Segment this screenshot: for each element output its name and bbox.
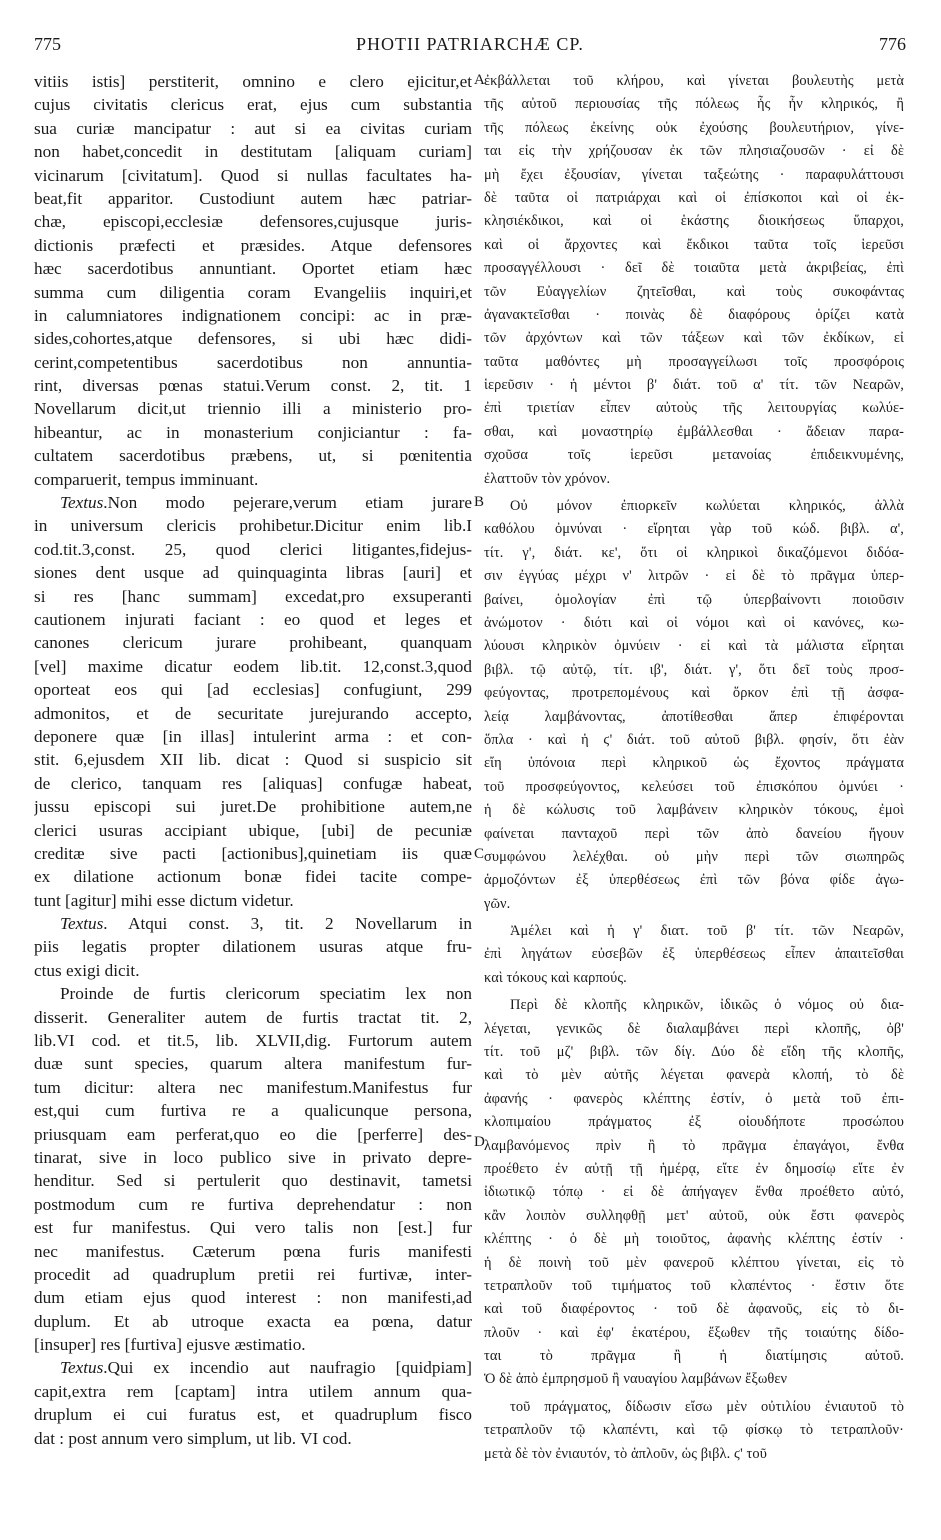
latin-text-line: henditur. Sed si pertulerit quo destinavit, tametsi bbox=[34, 1171, 472, 1191]
greek-text-line: σθαι, καὶ μοναστηρίῳ ἐμβάλλεσθαι · ἄδειαν παρα- bbox=[484, 423, 904, 440]
latin-text-line: cautionem injurati faciant : eo quod et leges et bbox=[34, 609, 472, 629]
greek-text-line: ἁρμοζόντων ἐξ ὑπερθέσεως ἐπὶ τῶν βόνα φίδε ἀγω- bbox=[484, 872, 904, 889]
latin-text-line: canones clericum jurare prohibeant, quanquam bbox=[34, 633, 472, 653]
latin-text-line: admonitos, et de securitate jurejurando accepto, bbox=[34, 703, 472, 723]
latin-text-line: in universum clericis prohibetur.Dicitur enim lib.I bbox=[34, 516, 472, 536]
greek-text-line: δὲ ταῦτα οἱ πατριάρχαι καὶ οἱ ἐπίσκοποι καὶ οἱ ἐκ- bbox=[484, 189, 904, 206]
greek-text-line: κλοπιμαίου πράγματος ἐξ οἱουδήποτε προσώπου bbox=[484, 1114, 904, 1131]
latin-text-line: cod.tit.3,const. 25, quod clerici litigantes,fidejus- bbox=[34, 539, 472, 559]
latin-text-line: chæ, episcopi,ecclesiæ defensores,cujusque juris- bbox=[34, 212, 472, 232]
latin-text-line: sua curiæ mancipatur : aut si ea civitas curiam bbox=[34, 118, 472, 138]
greek-text-line: ἐπὶ τριετίαν εἶπεν αὐτοὺς τῆς λειτουργίας κωλύε- bbox=[484, 400, 904, 417]
greek-text-line: τίτ. τοῦ μζ' βιβλ. τῶν δίγ. Δύο δὲ εἴδη τῆς κλοπῆς, bbox=[484, 1044, 904, 1061]
greek-text-line: ἐπὶ ληγάτων εὐσεβῶν ἐξ ὑπερθέσεως εἶπεν ἀπαιτεῖσθαι bbox=[484, 946, 904, 963]
latin-text-line: capit,extra rem [captam] intra utilem annum qua- bbox=[34, 1381, 472, 1401]
greek-text-line: ταῦτα μαθόντες μὴ προσαγγείλωσι τοῖς προσφόροις bbox=[484, 353, 904, 370]
latin-text-line: druplum ei cui furatus est, et quadruplum fisco bbox=[34, 1405, 472, 1425]
latin-text-line: jussu episcopi sui juret.De prohibitione autem,ne bbox=[34, 797, 472, 817]
latin-text-line: siones dent usque ad quinquaginta libras [auri] et bbox=[34, 563, 472, 583]
latin-text-line: disserit. Generaliter autem de furtis tractat tit. 2, bbox=[34, 1007, 472, 1027]
greek-text-line: ἐκβάλλεται τοῦ κλήρου, καὶ γίνεται βουλευτὴς μετὰ bbox=[484, 73, 904, 89]
latin-text-line: comparuerit, tempus imminuant. bbox=[34, 469, 259, 489]
greek-text-line: ἡ δὲ κώλυσις τοῦ λαμβάνειν κληρικὸν τόκους, ἐμοὶ bbox=[484, 802, 904, 819]
latin-text-line: [insuper] res [furtiva] ejusve æstimatio. bbox=[34, 1335, 306, 1355]
greek-text-line: λείᾳ λαμβάνοντας, ἀποτίθεσθαι ἅπερ ἐπιφέρονται bbox=[484, 708, 904, 725]
greek-text-line: φεύγοντας, προτρεπομένους καὶ ὅρκον ἐπὶ τῇ ἀσφα- bbox=[484, 685, 904, 702]
latin-text-line: nec manifestus. Cæterum pœna furis manifesti bbox=[34, 1241, 472, 1261]
latin-text-line: est,qui cum furtiva re a qualicunque persona, bbox=[34, 1101, 472, 1121]
latin-text-line: de clerico, tanquam res [aliquas] confugæ habeat, bbox=[34, 773, 472, 793]
latin-text-line: duæ sunt species, quarum altera manifestum fur- bbox=[34, 1054, 472, 1074]
latin-text-line: cerint,competentibus sacerdotibus non annuntia- bbox=[34, 352, 472, 372]
greek-text-line: μετὰ δὲ τὸν ἐνιαυτόν, τὸ ἁπλοῦν, ὡς βιβλ. ϛ' τοῦ bbox=[484, 1445, 767, 1462]
greek-text-line: τετραπλοῦν τῷ κλαπέντι, καὶ τῷ φίσκῳ τὸ τετραπλοῦν· bbox=[484, 1422, 904, 1439]
greek-text-line: ἐλαττοῦν τὸν χρόνον. bbox=[484, 470, 611, 487]
section-marker-b: B bbox=[474, 494, 485, 510]
latin-text-line: deponere quæ [in illas] intulerint arma : et con- bbox=[34, 726, 472, 746]
latin-text-line: sides,cohortes,atque defensores, si ubi hæc didi- bbox=[34, 329, 472, 349]
latin-text-line: piis legatis propter dilationem usuras atque fru- bbox=[34, 937, 472, 957]
greek-text-line: γῶν. bbox=[484, 895, 511, 912]
greek-text-line: βιβλ. τῷ αὐτῷ, τίτ. ιβ', διάτ. γ', ὅτι δεῖ τοὺς προσ- bbox=[484, 661, 904, 678]
greek-text-line: προέθετο ἐν αὐτῇ τῇ ἡμέρᾳ, εἴτε ἐν δημοσίῳ εἴτε ἐν bbox=[484, 1160, 904, 1177]
latin-text-line: cujus civitatis clericus erat, ejus cum substantia bbox=[34, 95, 472, 115]
latin-text-line: procedit ad quadruplum pretii rei furtivæ, inter- bbox=[34, 1264, 472, 1284]
greek-text-line: βαίνει, ὁμολογίαν ἐπὶ τῷ ὑπερβαίνοντι ποιοῦσιν bbox=[484, 591, 904, 608]
latin-text-line: lib.VI cod. et tit.5, lib. XLVII,dig. Furtorum autem bbox=[34, 1031, 472, 1051]
latin-text-line: non habet,concedit in destitutam [aliquam curiam] bbox=[34, 142, 472, 162]
latin-text-line: in calumniatores indignationem concipi: ac in præ- bbox=[34, 305, 472, 325]
greek-text-line: ἀγανακτεῖσθαι · ποινὰς δὲ διαφόρους ὁρίζει κατὰ bbox=[484, 306, 904, 323]
greek-text-line: ἀφανής · φανερὸς κλέπτης ἐστίν, ὁ μετὰ τοῦ ἐπι- bbox=[484, 1090, 904, 1107]
greek-text-line: τίτ. γ', διάτ. κε', ὅτι οἱ κληρικοὶ δικαζόμενοι διδόα- bbox=[484, 544, 904, 561]
latin-text-line: dat : post annum vero simplum, ut lib. VI cod. bbox=[34, 1428, 352, 1448]
latin-column bbox=[34, 70, 472, 1450]
latin-text-line: Proinde de furtis clericorum speciatim lex non bbox=[60, 984, 472, 1004]
greek-text-line: τῆς πόλεως ἐκείνης οὐκ ἐχούσης βουλευτήριον, γίνε- bbox=[484, 119, 904, 136]
greek-text-line: κλέπτης · ὁ δὲ μὴ τοιοῦτος, ἀφανὴς κλέπτης ἐστίν · bbox=[484, 1231, 904, 1248]
greek-text-line: μὴ ἔχει ἐξουσίαν, γίνεται ταξεώτης · παραφυλάττουσι bbox=[484, 166, 904, 183]
section-marker-d: D bbox=[474, 1134, 485, 1150]
latin-text-line: priusquam eam perferat,quo eo die [perferre] des- bbox=[34, 1124, 472, 1144]
greek-text-line: κλησιέκδικοι, καὶ οἱ ἑκάστης διοικήσεως ὕπαρχοι, bbox=[484, 213, 904, 230]
greek-text-line: τῶν Εὐαγγελίων ζητεῖσθαι, καὶ τοὺς συκοφάντας bbox=[484, 283, 904, 300]
greek-text-line: Οὐ μόνον ἐπιορκεῖν κωλύεται κληρικός, ἀλλὰ bbox=[510, 498, 904, 515]
page-header bbox=[34, 34, 906, 64]
greek-text-line: τετραπλοῦν τοῦ τιμήματος τοῦ κλαπέντος · ἔστιν ὅτε bbox=[484, 1277, 904, 1294]
section-marker-a: A bbox=[474, 72, 485, 88]
greek-text-line: εἴη ὑπόνοια περὶ κληρικοῦ ὡς ἔχοντος πράγματα bbox=[484, 755, 904, 772]
latin-text-line: vicinarum [civitatum]. Quod si nullas facultates ha- bbox=[34, 165, 472, 185]
latin-text-line: hibeantur, ac in monasterium conjiciantur : fa- bbox=[34, 422, 472, 442]
right-page-number: 776 bbox=[879, 34, 906, 54]
greek-text-line: καὶ οἱ ἄρχοντες καὶ ἔκδικοι ταῦτα τοῖς ἱερεῦσι bbox=[484, 236, 904, 253]
greek-text-line: προσαγγέλλουσι · δεῖ δὲ τοιαῦτα μετὰ ἀκριβείας, ἐπὶ bbox=[484, 260, 904, 277]
greek-text-line: λύουσι κληρικὸν ὀμνύειν · εἰ καὶ τὰ μάλιστα εἴρηται bbox=[484, 638, 904, 655]
greek-text-line: ὅπλα · καὶ ἡ ϛ' διάτ. τοῦ αὐτοῦ βιβλ. φησίν, ὅτι ἐὰν bbox=[484, 731, 904, 748]
greek-text-line: σιν ἐγγύας μέχρι ν' λιτρῶν · εἰ δὲ τὸ πρᾶγμα ὑπερ- bbox=[484, 568, 904, 585]
latin-text-line: oporteat eos qui [ad ecclesias] confugiunt, 299 bbox=[34, 680, 472, 700]
latin-text-line: duplum. Et ab utroque exacta ea pœna, datur bbox=[34, 1311, 472, 1331]
latin-text-line: stit. 6,ejusdem XII lib. dicat : Quod si suspicio sit bbox=[34, 750, 472, 770]
greek-text-line: ἡ δὲ ποινὴ τοῦ μὲν φανεροῦ κλέπτου γίνεται, εἰς τὸ bbox=[484, 1254, 904, 1271]
latin-text-line: summa cum diligentia coram Evangeliis inquiri,et bbox=[34, 282, 472, 302]
greek-text-line: καθόλου ὀμνύναι · εἴρηται γὰρ τοῦ κώδ. βιβλ. α', bbox=[484, 521, 904, 538]
latin-text-line: Textus.Qui ex incendio aut naufragio [quidpiam] bbox=[60, 1358, 472, 1378]
latin-text-line: Textus.Non modo pejerare,verum etiam jurare bbox=[60, 493, 472, 513]
greek-text-line: κἂν λοιπὸν συλληφθῇ μετ' αὐτοῦ, οὐκ ἔστι φανερὸς bbox=[484, 1207, 904, 1224]
greek-text-line: τῆς αὐτοῦ περιουσίας τῆς πόλεως ἧς ἦν κληρικός, ἢ bbox=[484, 96, 904, 113]
running-title: PHOTII PATRIARCHÆ CP. bbox=[356, 34, 584, 54]
latin-text-line: si res [hanc summam] excedat,pro exsuperanti bbox=[34, 586, 472, 606]
greek-text-line: φαίνεται πανταχοῦ περὶ τῶν ἀπὸ δανείου ἤγουν bbox=[484, 825, 904, 842]
greek-text-line: καὶ τόκους καὶ καρπούς. bbox=[484, 969, 627, 986]
greek-text-line: καὶ τὸ μὲν αὐτῆς λέγεται φανερὰ κλοπή, τὸ δὲ bbox=[484, 1067, 904, 1084]
greek-text-line: ἀνώμοτον · διότι καὶ οἱ νόμοι καὶ οἱ κανόνες, κω- bbox=[484, 614, 904, 631]
latin-text-line: est fur manifestus. Qui vero talis non [est.] fur bbox=[34, 1218, 472, 1238]
greek-text-line: ται τὸ πρᾶγμα ἢ ἡ διατίμησις αὐτοῦ. bbox=[484, 1348, 904, 1365]
latin-text-line: postmodum cum re furtiva deprehendatur : non bbox=[34, 1194, 472, 1214]
greek-text-line: λέγεται, γενικῶς δὲ διαλαμβάνει περὶ κλοπῆς, ὀβ' bbox=[484, 1020, 904, 1037]
left-page-number: 775 bbox=[34, 34, 61, 54]
latin-text-line: rint, diversas pœnas statui.Verum const. 2, tit. 1 bbox=[34, 376, 472, 396]
greek-text-line: τοῦ προσφεύγοντος, κελεύσει τοῦ ἐπισκόπου ὀμνύει · bbox=[484, 778, 904, 795]
latin-text-line: vitiis istis] perstiterit, omnino e clero ejicitur,et bbox=[34, 72, 472, 91]
greek-text-line: ἱερεῦσιν · ἡ μέντοι β' διάτ. τοῦ α' τίτ. τῶν Νεαρῶν, bbox=[484, 377, 904, 394]
latin-text-line: dum etiam ejus quod interest : non manifesti,ad bbox=[34, 1288, 472, 1308]
latin-text-line: Textus. Atqui const. 3, tit. 2 Novellarum in bbox=[60, 914, 472, 934]
latin-text-line: [vel] maxime dicatur eodem lib.tit. 12,const.3,quod bbox=[34, 656, 472, 676]
section-marker-c: C bbox=[474, 846, 485, 862]
greek-text-line: Ἀμέλει καὶ ἡ γ' διατ. τοῦ β' τίτ. τῶν Νεαρῶν, bbox=[510, 923, 904, 940]
latin-text-line: creditæ sive pacti [actionibus],quinetiam iis quæ bbox=[34, 843, 472, 863]
greek-text-line: Ὁ δὲ ἀπὸ ἐμπρησμοῦ ἢ ναυαγίου λαμβάνων ἔξωθεν bbox=[484, 1371, 788, 1388]
latin-text-line: tinarat, sive in loco publico sive in privato depre- bbox=[34, 1147, 472, 1167]
latin-text-line: ctus exigi dicit. bbox=[34, 960, 140, 980]
latin-text-line: clerici usuras accipiant ubique, [ubi] de pecuniæ bbox=[34, 820, 472, 840]
latin-text-line: dictionis præfecti et præsides. Atque defensores bbox=[34, 235, 472, 255]
greek-column bbox=[484, 70, 904, 1466]
latin-text-line: hæc sacerdotibus annuntiant. Oportet etiam hæc bbox=[34, 259, 472, 279]
greek-text-line: Περὶ δὲ κλοπῆς κληρικῶν, ἰδικῶς ὁ νόμος οὐ δια- bbox=[510, 997, 904, 1014]
latin-text-line: ex dilatione actionum bonæ fidei tacite compe- bbox=[34, 867, 472, 887]
greek-text-line: τῶν ἀρχόντων καὶ τῶν τάξεων καὶ τῶν ἐκδίκων, εἰ bbox=[484, 330, 904, 347]
greek-text-line: καὶ τοῦ διαφέροντος · τοῦ δὲ ἀφανοῦς, εἰς τὸ δι- bbox=[484, 1301, 904, 1318]
latin-text-line: tum dicitur: altera nec manifestum.Manifestus fur bbox=[34, 1077, 472, 1097]
greek-text-line: τοῦ πράγματος, δίδωσιν εἴσω μὲν οὐτιλίου ἐνιαυτοῦ τὸ bbox=[510, 1398, 904, 1415]
latin-text-line: tunt [agitur] mihi esse dictum videtur. bbox=[34, 890, 294, 910]
latin-text-line: Novellarum dicit,ut triennio illi a ministerio pro- bbox=[34, 399, 472, 419]
greek-text-line: πλοῦν · καὶ ἐφ' ἑκατέρου, ἔξωθεν τῆς τοιαύτης δίδο- bbox=[484, 1324, 904, 1341]
greek-text-line: ἰδιωτικῷ τόπῳ · εἰ δὲ ἀπήγαγεν ἔνθα προέθετο αὐτό, bbox=[484, 1184, 904, 1201]
greek-text-line: λαμβανόμενος πρὶν ἢ τὸ πρᾶγμα ἐπαγάγοι, ἔνθα bbox=[484, 1137, 904, 1154]
latin-text-line: cultatem sacerdotibus præbens, ut, si pœnitentia bbox=[34, 446, 472, 466]
greek-text-line: συμφώνου λελέχθαι. οὐ μὴν περὶ τῶν σιωπηρῶς bbox=[484, 848, 904, 865]
greek-text-line: σχοῦσα τοῖς ἱερεῦσι μετανοίας ἐπιδεικνυμένης, bbox=[484, 447, 904, 464]
latin-text-line: beat,fit apparitor. Custodiunt autem hæc patriar- bbox=[34, 188, 472, 208]
greek-text-line: ται εἰς τὴν χρήζουσαν ἐκ τῶν πλησιαζουσῶν · εἰ δὲ bbox=[484, 143, 904, 160]
